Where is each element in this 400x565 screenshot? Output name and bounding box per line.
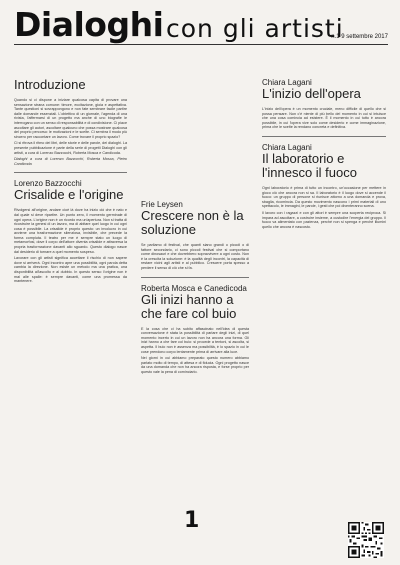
masthead [14, 6, 388, 54]
right-paragraph-3: Il lavoro con i ragazzi e con gli attori è sempre una scoperta reciproca. Si impara ad ascoltare, a costruire insieme, a custodire l'energia del gruppo. Il fuoco va alimentato con pazienza, perché non si spenga e perché illumini quello che ancora è nascosto. [262, 210, 386, 229]
left-column [14, 78, 127, 286]
issue-info: n.1 9 settembre 2017 [331, 34, 388, 40]
right-title-1: L'inizio dell'opera [262, 86, 361, 101]
qr-code-icon[interactable] [348, 522, 384, 558]
essay-paragraph-2: Lavorare con gli artisti significa accettare il rischio di non sapere dove si arriverà. Ogni incontro apre una possibilità, ogni parola detta cambia la direzione. Non esiste un metodo ma una pratica, una disponibilità all'ascolto e al dubbio. In questo senso l'origine non è mai alle spalle: è sempre davanti, come una promessa da mantenere. [14, 256, 127, 284]
qr-code-graphic [348, 522, 384, 558]
right-body-2 [262, 186, 386, 229]
mid-paragraph-3: Nei giorni in cui abbiamo preparato questo numero abbiamo parlato molto di tempo, di attesa e di fiducia. Ogni progetto nasce da una domanda che non ha ancora risposta, e forse proprio per questo vale la pena di cominciarlo. [141, 356, 249, 374]
mid-title-2: Gli inizi hanno a che fare col buio [141, 291, 237, 321]
right-divider [262, 136, 386, 137]
mid-title-1: Crescere non è la soluzione [141, 208, 244, 237]
right-column [262, 78, 386, 231]
right-paragraph-1: L'inizio dell'opera è un momento cruciale, meno difficile di quello che si possa pensare. Non c'è niente di più bello del momento in cui si intuisce che una cosa comincia ad esistere. È il momento in cui tutto è ancora possibile, in cui l'opera vive solo come desiderio e come immaginazione, prima che le scelte la rendano concreta e definitiva. [262, 107, 386, 130]
brand-subtitle: con gli artisti [166, 14, 344, 43]
intro-paragraph-2: Ci si ritrova il ritmo dei libri, delle storie e delle parole, dei dialoghi. La presente pubblicazione è parte della serie di progetti Dialoghi con gli artisti, a cura di Lorenzo Bazzocchi, Roberta Mosca e Candicoda. [14, 141, 127, 155]
intro-body [14, 98, 127, 166]
right-body-1 [262, 107, 386, 130]
mid-paragraph-2: E la cosa che ci ha subito affascinato nell'idea di questa conversazione è stata la possibilità di parlare degli inizi, di quel momento incerto in cui un lavoro non ha ancora una forma. Gli inizi hanno a che fare col buio: si procede a tentoni, si ascolta, si aspetta. Il buio non è assenza ma possibilità, è lo spazio in cui le cose prendono corpo lentamente prima di arrivare alla luce. [141, 326, 249, 354]
middle-column [141, 200, 249, 377]
mid-author-1: Frie Leysen [141, 200, 183, 209]
masthead-rule [14, 44, 388, 45]
right-paragraph-2: Ogni laboratorio è prima di tutto un incontro, un'occasione per mettere in gioco ciò che ancora non si sa. Il laboratorio è il luogo dove si accende il fuoco: un gruppo di persone si riunisce attorno a una domanda e prova, sbaglia, ricomincia. Da questo movimento nascono i primi materiali di uno spettacolo, le immagini, le parole, i gesti che poi diventeranno scena. [262, 185, 386, 209]
right-title-2: Il laboratorio e l'innesco il fuoco [262, 150, 357, 180]
essay-title: Crisalide e l'origine [14, 187, 124, 203]
essay-paragraph: Rivolgersi all'origine, andare cioè là dove ha inizio ciò che è nato e dal quale si deve ripartire. Un punto zero, il momento germinale di ogni opera. L'origine non è un ricordo ma un'apertura. Non si tratta di ricostruire la genesi di un lavoro, ma di abitare quel luogo in cui ogni cosa è possibile. La crisalide è proprio questo: un involucro in cui avviene una trasformazione silenziosa, invisibile, che precede la forma compiuta. Il teatro per me è sempre stato un luogo di metamorfosi, dove il corpo dell'attore diventa crisalide e attraversa la propria trasformazione davanti allo sguardo. Questo dialogo nasce dal desiderio di tornare a quel momento sospeso. [14, 208, 127, 254]
page-number: 1 [184, 508, 200, 533]
mid-paragraph-1: Se parliamo di festival, che quanti siano grandi o piccoli o di fattore secondario, ci sono piccoli festival che si comportano come dinosauri e che dovrebbero sopravvivere a ogni costo. Non è la crescita la soluzione: è la qualità degli incontri, la capacità di restare vicini agli artisti e al pubblico. Crescere porta spesso a perdere il senso di ciò che si fa. [141, 243, 249, 270]
mid-body-1 [141, 243, 249, 271]
mid-divider [141, 277, 249, 278]
intro-title: Introduzione [14, 77, 86, 92]
left-divider [14, 172, 127, 173]
intro-paragraph: Quando si ci dispone a iniziare qualcosa capita di provare una sensazione strana comune: timore, eccitazione, gioia e aspettativa. Tante questioni si sovrappongono e non fate sembrare facile partire dalle domande essenziali. L'obiettivo di un giornale, l'agenda di una rivista, l'affermarsi di un progetto ma anche di uno biografie le interrogano con un senso di responsabilità e di condivisione. Ci piace ascoltare gli autori, ascoltare qualcuno che possa mostrare qualcosa del proprio percorso: le motivazioni e le scelte. Ci sembra il modo più sincero per raccontare un lavoro. Come trovare il proprio spazio? [14, 98, 127, 139]
right-author-1: Chiara Lagani [262, 78, 312, 87]
mid-body-2 [141, 327, 249, 375]
brand-title: Dialoghi [14, 5, 164, 44]
mid-author-2: Roberta Mosca e Canedicoda [141, 283, 247, 293]
right-author-2: Chiara Lagani [262, 142, 312, 152]
essay-body [14, 208, 127, 284]
essay-author: Lorenzo Bazzocchi [14, 179, 82, 189]
intro-credits: Dialoghi a cura di Lorenzo Bazzocchi, Roberta Mosca, Pietro Candicoda [14, 157, 127, 166]
